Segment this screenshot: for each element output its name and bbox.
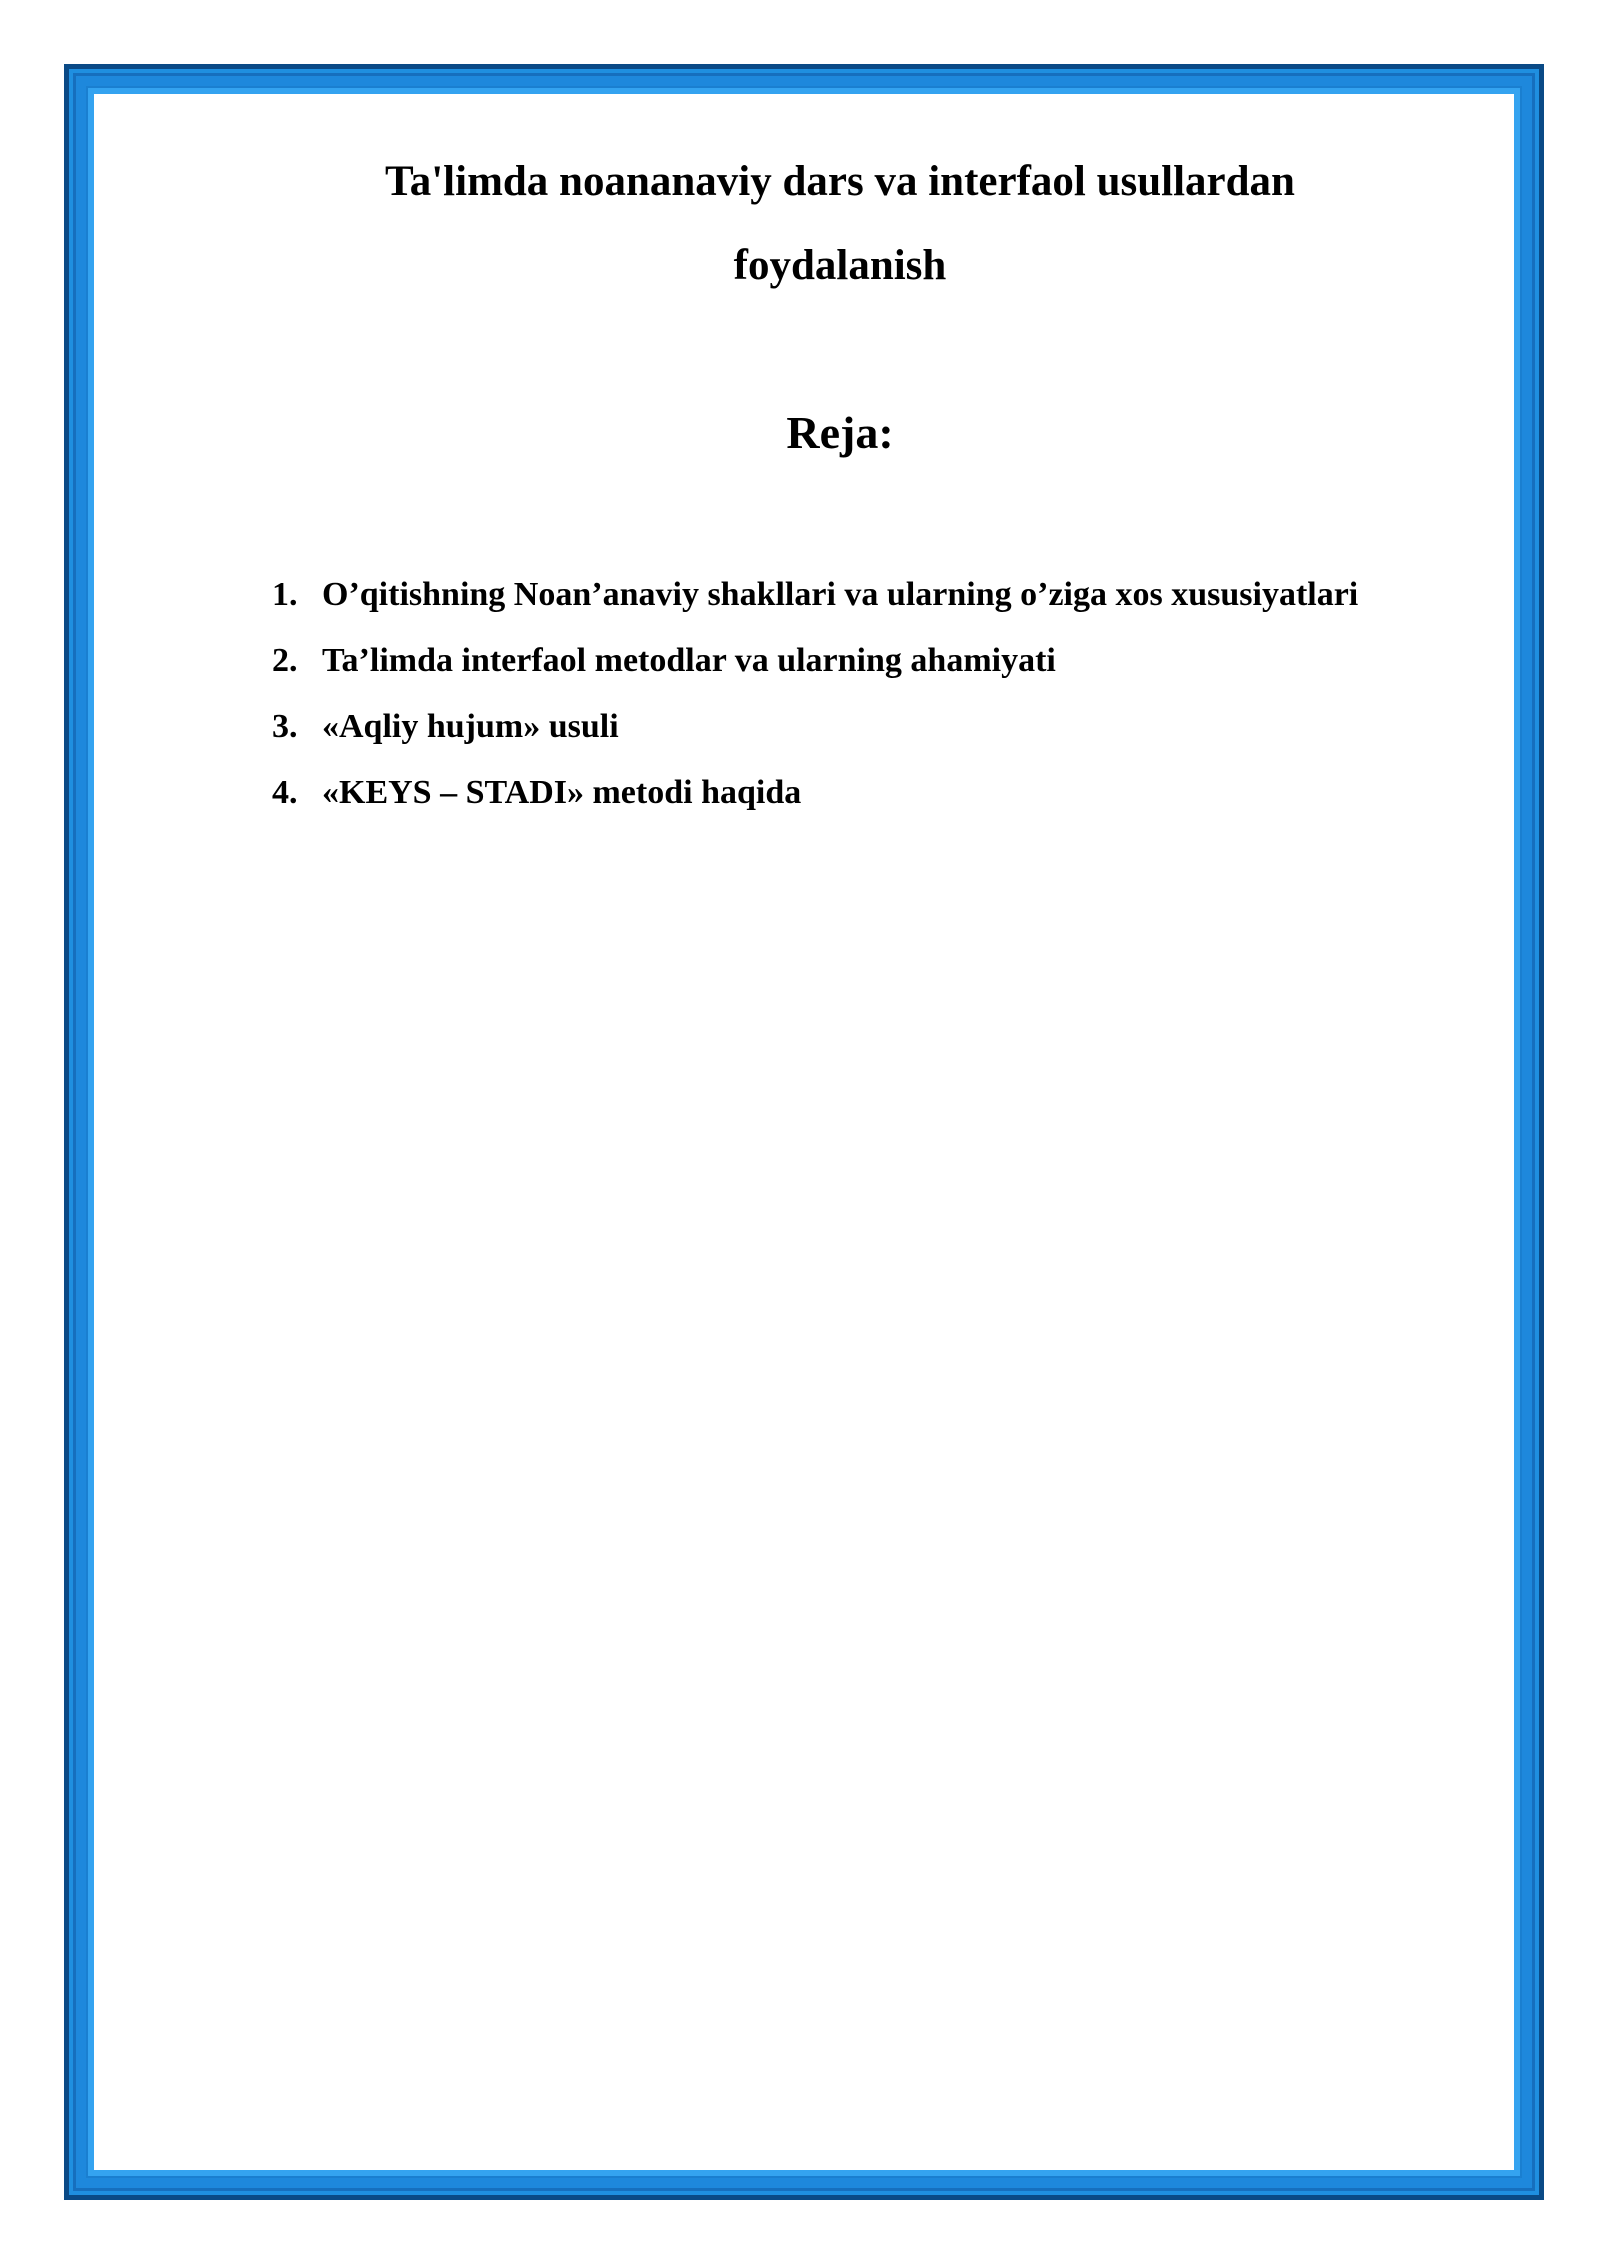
document-title	[200, 140, 1480, 308]
plan-heading: Reja:	[786, 407, 894, 458]
plan-item-3	[272, 694, 1372, 760]
plan-item-number: 4.	[272, 774, 298, 811]
page-border-frame	[64, 64, 1544, 2200]
plan-item-4	[272, 760, 1372, 826]
document-title-line-2: foydalanish	[733, 242, 947, 289]
plan-item-2	[272, 628, 1372, 694]
plan-item-text: «Aqliy hujum» usuli	[322, 708, 619, 745]
plan-list	[272, 562, 1372, 826]
plan-item-text: «KEYS – STADI» metodi haqida	[322, 774, 802, 811]
plan-item-number: 3.	[272, 708, 298, 745]
plan-item-text: Ta’limda interfaol metodlar va ularning ahamiyati	[322, 642, 1056, 679]
plan-item-number: 1.	[272, 576, 298, 613]
plan-item-text: O’qitishning Noan’anaviy shakllari va ularning o’ziga xos xususiyatlari	[322, 576, 1359, 613]
plan-item-number: 2.	[272, 642, 298, 679]
document-title-line-1: Ta'limda noananaviy dars va interfaol usullardan	[385, 158, 1295, 205]
plan-item-1	[272, 562, 1372, 628]
page-border-middle	[73, 73, 1535, 2191]
